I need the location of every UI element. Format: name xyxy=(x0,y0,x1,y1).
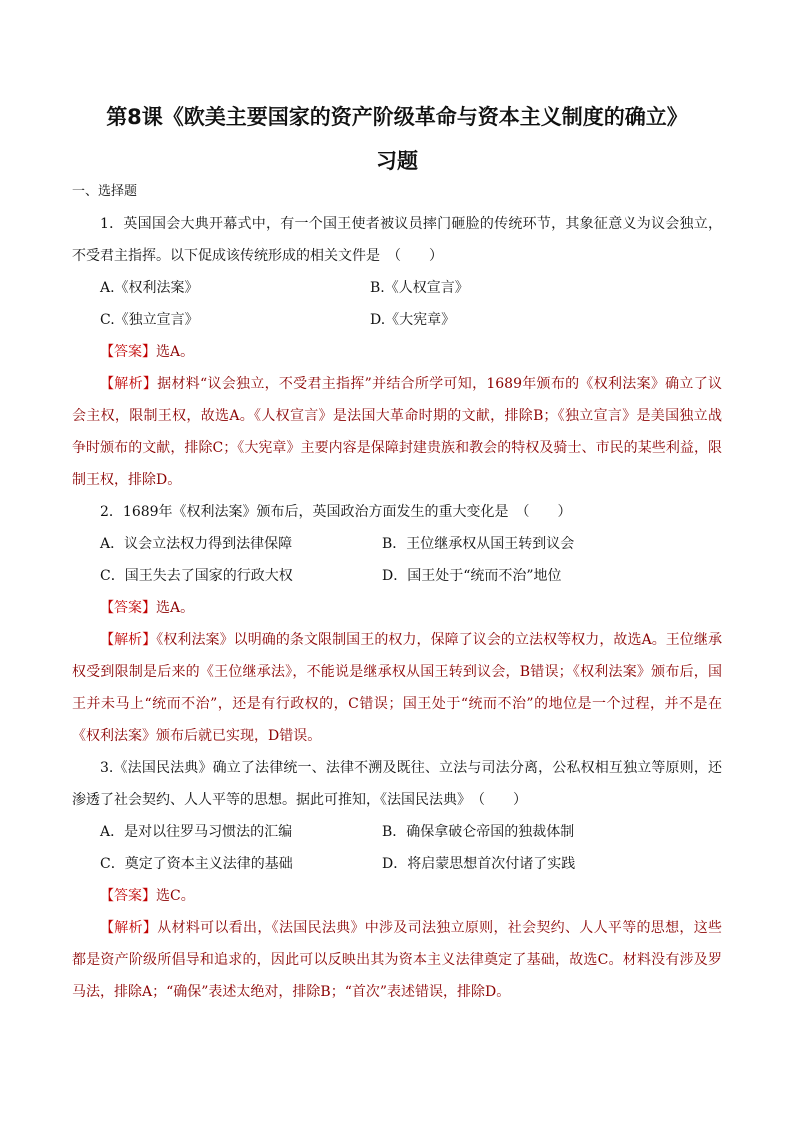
answer-text: 选A。 xyxy=(156,600,195,616)
option-a: A．是对以往罗马习惯法的汇编 xyxy=(100,824,293,840)
analysis-line xyxy=(72,368,722,496)
option-b: B．王位继承权从国王转到议会 xyxy=(382,536,575,552)
option-b: B.《人权宣言》 xyxy=(370,280,469,296)
options-list xyxy=(72,816,722,880)
section-heading: 一、选择题 xyxy=(72,184,138,199)
page-title: 第8课《欧美主要国家的资产阶级革命与资本主义制度的确立》 xyxy=(106,105,688,129)
option-c: C.《独立宣言》 xyxy=(100,312,199,328)
answer-line xyxy=(72,592,722,624)
answer-text: 选A。 xyxy=(156,344,195,360)
analysis-text: 《权利法案》以明确的条文限制国王的权力，保障了议会的立法权等权力，故选A。王位继承权受到限制是后来的《王位继承法》，不能说是继承权从国王转到议会，B错误；《权利法案》颁布后，国王并未马上“统而不治”，还是有行政权的，C错误；国王处于“统而不治”的地位是一个过程，并不是在《权利法案》颁布后就已实现，D错误。 xyxy=(72,632,723,744)
option-c: C．国王失去了国家的行政大权 xyxy=(100,568,293,584)
question-stem: 1．英国国会大典开幕式中，有一个国王使者被议员摔门砸脸的传统环节，其象征意义为议会独立，不受君主指挥。以下促成该传统形成的相关文件是 （ ） xyxy=(72,216,722,264)
answer-line xyxy=(72,880,722,912)
page-subtitle: 习题 xyxy=(376,149,418,173)
option-a: A.《权利法案》 xyxy=(100,280,199,296)
question-2 xyxy=(72,496,722,752)
analysis-text: 从材料可以看出，《法国民法典》中涉及司法独立原则，社会契约、人人平等的思想，这些都是资产阶级所倡导和追求的，因此可以反映出其为资本主义法律奠定了基础，故选C。材料没有涉及罗马法，排除A；“确保”表述太绝对，排除B；“首次”表述错误，排除D。 xyxy=(72,920,723,1000)
answer-tag: 【答案】 xyxy=(100,888,156,904)
answer-line xyxy=(72,336,722,368)
option-d: D．将启蒙思想首次付诸了实践 xyxy=(382,856,576,872)
analysis-tag: 【解析】 xyxy=(100,376,158,392)
question-stem: 3.《法国民法典》确立了法律统一、法律不溯及既往、立法与司法分离，公私权相互独立等原则，还渗透了社会契约、人人平等的思想。据此可推知，《法国民法典》 （ ） xyxy=(72,760,722,808)
question-1 xyxy=(72,208,722,496)
options-list xyxy=(72,272,722,336)
answer-text: 选C。 xyxy=(156,888,195,904)
analysis-line xyxy=(72,912,722,1008)
option-b: B．确保拿破仑帝国的独裁体制 xyxy=(382,824,575,840)
question-stem: 2．1689年《权利法案》颁布后，英国政治方面发生的重大变化是 （ ） xyxy=(100,504,572,520)
analysis-text: 据材料“议会独立，不受君主指挥”并结合所学可知，1689年颁布的《权利法案》确立了议会主权，限制王权，故选A。《人权宣言》是法国大革命时期的文献，排除B；《独立宣言》是美国独立战争时颁布的文献，排除C；《大宪章》主要内容是保障封建贵族和教会的特权及骑士、市民的某些利益，限制王权，排除D。 xyxy=(72,376,722,488)
option-d: D．国王处于“统而不治”地位 xyxy=(382,568,562,584)
analysis-tag: 【解析】 xyxy=(100,632,157,648)
analysis-line xyxy=(72,624,722,752)
question-3 xyxy=(72,752,722,1008)
options-list xyxy=(72,528,722,592)
option-d: D.《大宪章》 xyxy=(370,312,456,328)
option-a: A．议会立法权力得到法律保障 xyxy=(100,536,293,552)
answer-tag: 【答案】 xyxy=(100,344,156,360)
option-c: C．奠定了资本主义法律的基础 xyxy=(100,856,293,872)
analysis-tag: 【解析】 xyxy=(100,920,158,936)
answer-tag: 【答案】 xyxy=(100,600,156,616)
